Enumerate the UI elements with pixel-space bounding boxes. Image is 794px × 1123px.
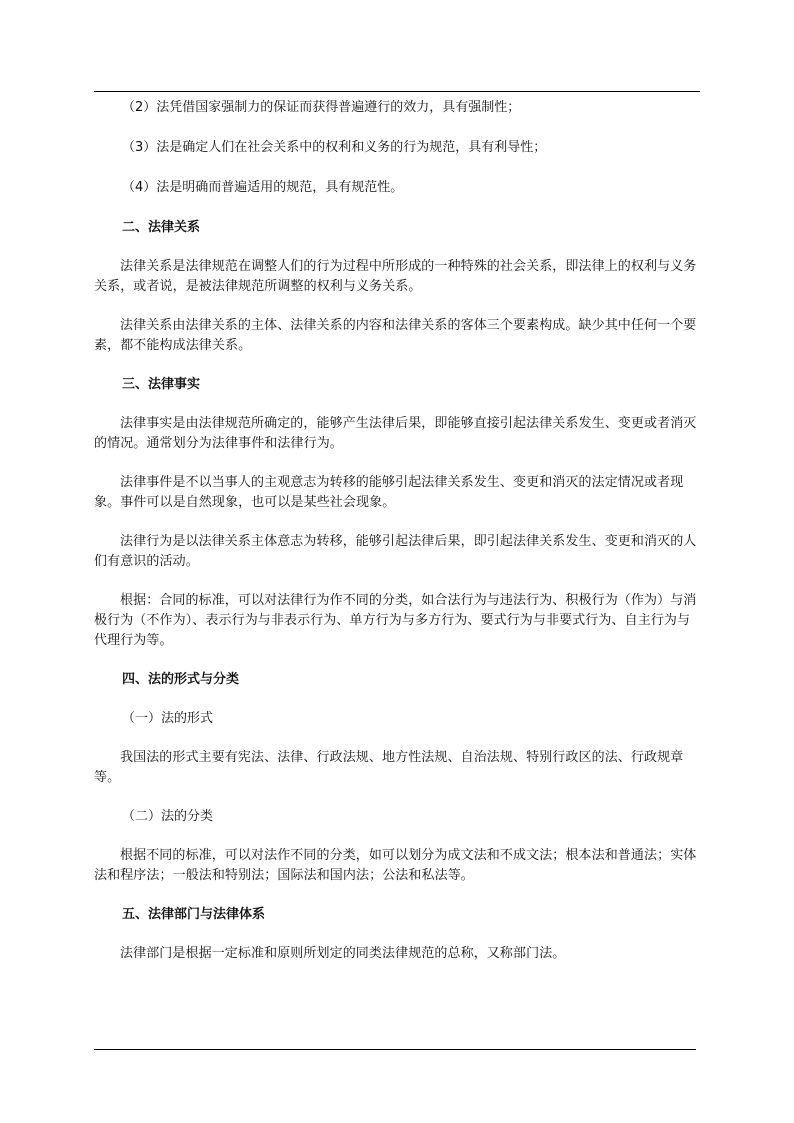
paragraph: 法律行为是以法律关系主体意志为转移，能够引起法律后果，即引起法律关系发生、变更和消灭的人们有意识的活动。 <box>94 534 697 569</box>
paragraph: 根据：合同的标准，可以对法律行为作不同的分类，如合法行为与违法行为、积极行为（作为）与消极行为（不作为）、表示行为与非表示行为、单方行为与多方行为、要式行为与非要式行为、自主行为与代理行为等。 <box>94 593 697 648</box>
section-heading-law-forms: 四、法的形式与分类 <box>122 672 240 687</box>
paragraph: 法律事实是由法律规范所确定的，能够产生法律后果，即能够直接引起法律关系发生、变更或者消灭的情况。通常划分为法律事件和法律行为。 <box>94 416 697 451</box>
subsection-heading-law-classification: （二）法的分类 <box>122 809 214 824</box>
section-heading-legal-fact: 三、法律事实 <box>122 377 201 392</box>
list-item-2: （2）法凭借国家强制力的保证而获得普遍遵行的效力，具有强制性； <box>122 100 521 115</box>
list-item-4: （4）法是明确而普遍适用的规范，具有规范性。 <box>122 180 404 195</box>
list-item-3: （3）法是确定人们在社会关系中的权利和义务的行为规范，具有利导性； <box>122 140 547 155</box>
paragraph: 法律关系由法律关系的主体、法律关系的内容和法律关系的客体三个要素构成。缺少其中任何一个要素，都不能构成法律关系。 <box>94 318 697 353</box>
subsection-heading-law-form: （一）法的形式 <box>122 711 214 726</box>
paragraph: 法律事件是不以当事人的主观意志为转移的能够引起法律关系发生、变更和消灭的法定情况或者现象。事件可以是自然现象，也可以是某些社会现象。 <box>94 475 684 510</box>
paragraph: 法律关系是法律规范在调整人们的行为过程中所形成的一种特殊的社会关系，即法律上的权利与义务关系，或者说，是被法律规范所调整的权利与义务关系。 <box>94 259 697 294</box>
footer-rule <box>94 1049 696 1050</box>
section-heading-legal-relation: 二、法律关系 <box>122 220 201 235</box>
paragraph: 我国法的形式主要有宪法、法律、行政法规、地方性法规、自治法规、特别行政区的法、行政规章等。 <box>94 750 684 785</box>
document-body <box>94 92 702 964</box>
section-heading-legal-departments: 五、法律部门与法律体系 <box>122 907 266 922</box>
paragraph: 法律部门是根据一定标准和原则所划定的同类法律规范的总称，又称部门法。 <box>120 946 566 961</box>
paragraph: 根据不同的标准，可以对法作不同的分类，如可以划分为成文法和不成文法；根本法和普通法；实体法和程序法；一般法和特别法；国际法和国内法；公法和私法等。 <box>94 848 697 883</box>
